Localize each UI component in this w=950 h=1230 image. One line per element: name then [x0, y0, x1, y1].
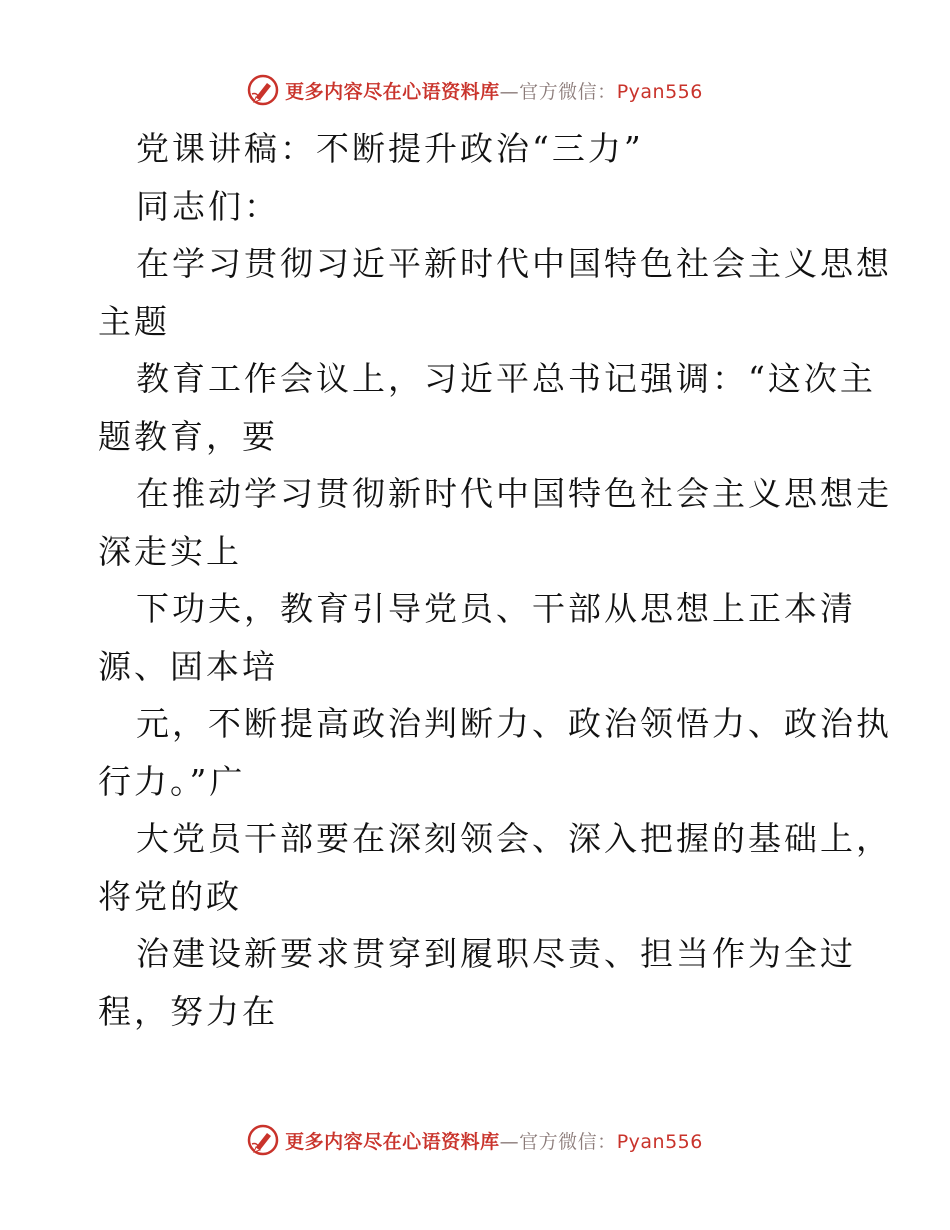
footer-banner: [0, 1120, 950, 1160]
paragraph-line: 行力。”广: [98, 761, 246, 801]
salutation: 同志们：: [136, 186, 280, 226]
paragraph-line: 教育工作会议上，习近平总书记强调：“这次主: [136, 359, 876, 398]
document-body: [98, 120, 892, 1040]
paragraph-line: 元，不断提高政治判断力、政治领悟力、政治执: [136, 704, 892, 743]
banner-main-text: 更多内容尽在心语资料库: [285, 80, 500, 103]
paragraph-line: 主题: [98, 301, 170, 341]
pen-logo-icon: [247, 74, 279, 106]
paragraph-line: 将党的政: [98, 876, 242, 916]
paragraph-line: 在学习贯彻习近平新时代中国特色社会主义思想: [136, 244, 892, 283]
banner-wechat-label: 官方微信：: [519, 1130, 617, 1153]
paragraph-line: 题教育，要: [98, 416, 278, 456]
banner-wechat-label: 官方微信：: [519, 80, 617, 103]
header-banner: [0, 70, 950, 110]
document-title: 党课讲稿：不断提升政治“三力”: [136, 129, 644, 168]
paragraph-line: 下功夫，教育引导党员、干部从思想上正本清: [136, 589, 856, 628]
paragraph-line: 大党员干部要在深刻领会、深入把握的基础上，: [136, 819, 892, 858]
paragraph-line: 源、固本培: [98, 646, 278, 686]
paragraph-line: 在推动学习贯彻新时代中国特色社会主义思想走: [136, 474, 892, 513]
banner-dash: —: [499, 1130, 520, 1153]
paragraph-line: 深走实上: [98, 531, 242, 571]
pen-logo-icon: [247, 1124, 279, 1156]
banner-main-text: 更多内容尽在心语资料库: [285, 1130, 500, 1153]
banner-wechat-id: Pyan556: [616, 1130, 703, 1153]
banner-text: [285, 1127, 703, 1154]
banner-wechat-id: Pyan556: [616, 80, 703, 103]
banner-dash: —: [499, 80, 520, 103]
paragraph-line: 治建设新要求贯穿到履职尽责、担当作为全过: [136, 934, 856, 973]
banner-text: [285, 77, 703, 104]
paragraph-line: 程，努力在: [98, 991, 278, 1031]
